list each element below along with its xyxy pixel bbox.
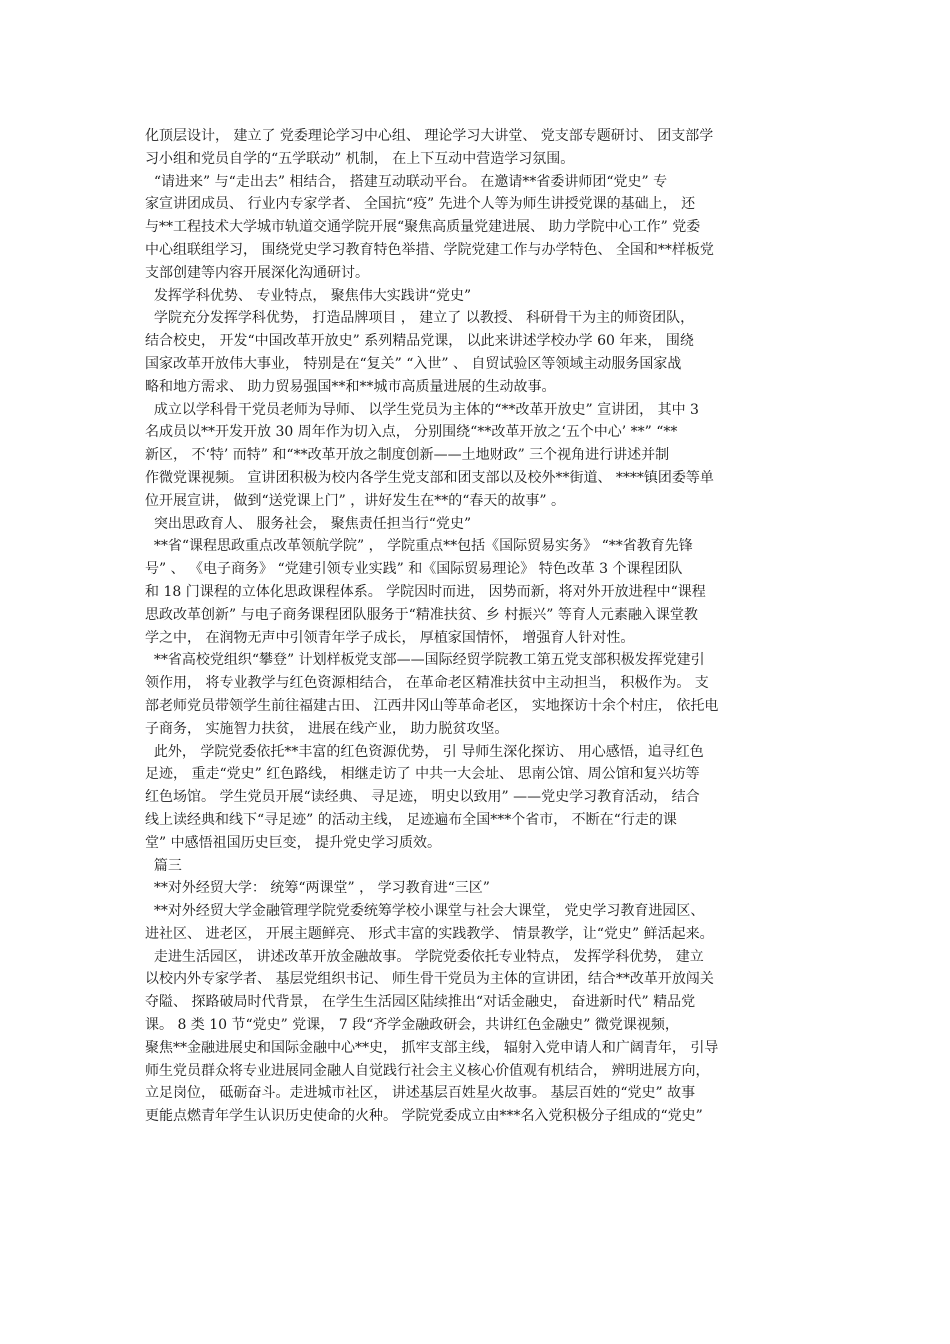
text-line: **省“课程思政重点改革领航学院” ， 学院重点**包括《国际贸易实务》 “**省教育先锋: [145, 538, 693, 555]
section-heading: 发挥学科优势、 专业特点， 聚焦伟大实践讲“党史”: [145, 287, 472, 304]
text-line: 思政改革创新” 与电子商务课程团队服务于“精准扶贫、乡 村振兴” 等育人元素融入课堂教: [145, 606, 698, 623]
text-line: 更能点燃青年学生认识历史使命的火种。 学院党委成立由***名入党积极分子组成的“党史”: [145, 1108, 703, 1125]
document-page: [145, 125, 810, 1128]
text-line: 以校内外专家学者、 基层党组织书记、 师生骨干党员为主体的宣讲团，结合**改革开放闯关: [145, 971, 714, 988]
text-line: 和 18 门课程的立体化思政课程体系。 学院因时而进， 因势而新，将对外开放进程中“课程: [145, 583, 706, 600]
text-line: 此外， 学院党委依托**丰富的红色资源优势， 引 导师生深化探访、 用心感悟，追寻红色: [145, 743, 704, 760]
section-heading: 突出思政育人、 服务社会， 聚焦责任担当行“党史”: [145, 515, 472, 532]
text-line: 位开展宣讲， 做到“送党课上门” ，讲好发生在**的“春天的故事” 。: [145, 492, 565, 509]
text-line: 与**工程技术大学城市轨道交通学院开展“聚焦高质量党建进展、 助力学院中心工作” 党委: [145, 219, 701, 236]
text-line: 部老师党员带领学生前往福建古田、 江西井冈山等革命老区， 实地探访十余个村庄， 依托电: [145, 697, 719, 714]
article-title: **对外经贸大学： 统筹“两课堂” ， 学习教育进“三区”: [145, 880, 490, 897]
text-line: 名成员以**开发开放 30 周年作为切入点， 分别围绕“**改革开放之‘五个中心’ **” “**: [145, 424, 678, 441]
text-line: 线上读经典和线下“寻足迹” 的活动主线， 足迹遍布全国***个省市， 不断在“行走的课: [145, 811, 677, 828]
text-line: 家宣讲团成员、 行业内专家学者、 全国抗“疫” 先进个人等为师生讲授党课的基础上， 还: [145, 196, 696, 213]
text-line: 领作用， 将专业教学与红色资源相结合， 在革命老区精准扶贫中主动担当， 积极作为。 支: [145, 675, 709, 692]
text-line: 学院充分发挥学科优势， 打造品牌项目 ， 建立了 以教授、 科研骨干为主的师资团队，: [145, 310, 695, 327]
text-line: 学之中， 在润物无声中引领青年学子成长， 厚植家国情怀， 增强育人针对性。: [145, 629, 635, 646]
text-line: 习小组和党员自学的“五学联动” 机制， 在上下互动中营造学习氛围。: [145, 150, 575, 167]
text-line: 夺隘、 探路破局时代背景， 在学生生活园区陆续推出“对话金融史， 奋进新时代” 精品党: [145, 994, 696, 1011]
text-line: 堂” 中感悟祖国历史巨变， 提升党史学习质效。: [145, 834, 442, 851]
text-line: 国家改革开放伟大事业， 特别是在“复关” “入世” 、 自贸试验区等领域主动服务国家战: [145, 355, 682, 372]
text-line: “请进来” 与“走出去” 相结合， 搭建互动联动平台。 在邀请**省委讲师团“党史” 专: [145, 173, 668, 190]
text-line: 足迹， 重走“党史” 红色路线， 相继走访了 中共一大会址、 思南公馆、周公馆和复兴坊等: [145, 766, 700, 783]
text-line: 走进生活园区， 讲述改革开放金融故事。 学院党委依托专业特点， 发挥学科优势， 建立: [145, 948, 704, 965]
text-line: 略和地方需求、 助力贸易强国**和**城市高质量进展的生动故事。: [145, 378, 556, 395]
text-line: 成立以学科骨干党员老师为导师、 以学生党员为主体的“**改革开放史” 宣讲团， 其中 3: [145, 401, 699, 418]
text-line: 立足岗位， 砥砺奋斗。走进城市社区， 讲述基层百姓星火故事。 基层百姓的“党史” 故事: [145, 1085, 696, 1102]
text-line: 红色场馆。 学生党员开展“读经典、 寻足迹， 明史以致用” ——党史学习教育活动， 结合: [145, 789, 700, 806]
text-line: **对外经贸大学金融管理学院党委统筹学校小课堂与社会大课堂， 党史学习教育进园区、: [145, 903, 705, 920]
text-line: 结合校史， 开发“中国改革开放史” 系列精品党课， 以此来讲述学校办学 60 年来， 围绕: [145, 333, 694, 350]
text-line: 课。 8 类 10 节“党史” 党课， 7 段“齐学金融政研会，共讲红色金融史” 微党课视频，: [145, 1017, 679, 1034]
text-line: 号” 、 《电子商务》 “党建引领专业实践” 和《国际贸易理论》 特色改革 3 个课程团队: [145, 561, 683, 578]
text-line: 作微党课视频。 宣讲团积极为校内各学生党支部和团支部以及校外**街道、 ****镇团委等单: [145, 469, 714, 486]
part-heading: 篇三: [145, 857, 182, 874]
text-line: **省高校党组织“攀登” 计划样板党支部——国际经贸学院教工第五党支部积极发挥党建引: [145, 652, 705, 669]
text-line: 新区， 不‘特’ 而特” 和“**改革开放之制度创新——土地财政” 三个视角进行讲述并制: [145, 447, 670, 464]
text-line: 师生党员群众将专业进展同金融人自觉践行社会主义核心价值观有机结合， 辨明进展方向，: [145, 1062, 710, 1079]
text-line: 化顶层设计， 建立了 党委理论学习中心组、 理论学习大讲堂、 党支部专题研讨、 团支部学: [145, 128, 714, 144]
text-line: 进社区、 进老区， 开展主题鲜亮、 形式丰富的实践教学、 情景教学，让“党史” 鲜活起来。: [145, 925, 714, 942]
text-line: 支部创建等内容开展深化沟通研讨。: [145, 264, 369, 281]
text-line: 子商务， 实施智力扶贫， 进展在线产业， 助力脱贫攻坚。: [145, 720, 509, 737]
text-line: 中心组联组学习， 围绕党史学习教育特色举措、学院党建工作与办学特色、 全国和**样板党: [145, 241, 714, 258]
text-line: 聚焦**金融进展史和国际金融中心**史， 抓牢支部主线， 辐射入党申请人和广阔青年， 引导: [145, 1039, 719, 1056]
